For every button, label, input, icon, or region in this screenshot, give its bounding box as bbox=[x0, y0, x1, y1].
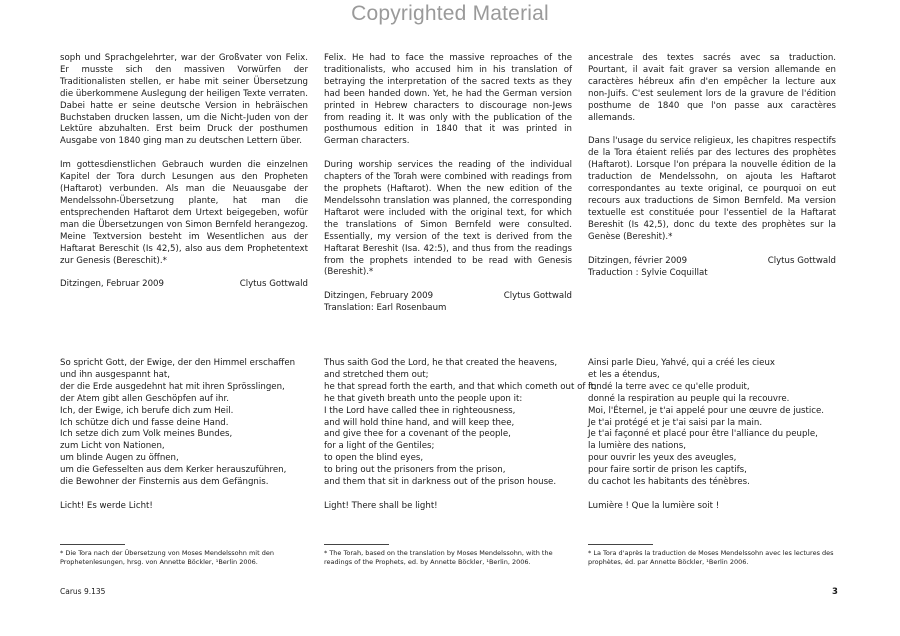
poem-line: donné la respiration au peuple qui la recouvre. bbox=[588, 393, 790, 404]
copyright-watermark: Copyrighted Material bbox=[351, 2, 549, 25]
poem-line: Ich, der Ewige, ich berufe dich zum Heil. bbox=[60, 405, 234, 416]
german-paragraph: Im gottesdienstlichen Gebrauch wurden die einzelnen Kapitel der Tora durch Lesungen aus den Propheten (Haftarot) verbunden. Als man die Neuausgabe der Mendelssohn-Übersetzung plante, hat man die entsprechenden Haftarot dem Urtext beigegeben, wofür man die Übersetzungen von Simon Bernfeld herangezog. Meine Textversion besteht im Wesentlichen aus der Haftarat Bereschit (Is 42,5), also aus dem Prophetentext zur Genesis (Bereschit).* bbox=[60, 160, 308, 266]
poem-line: Je t'ai protégé et je t'ai saisi par la main. bbox=[588, 417, 763, 428]
english-signature bbox=[324, 291, 572, 303]
english-footnote bbox=[324, 544, 572, 566]
poem-line: der Atem gibt allen Geschöpfen auf ihr. bbox=[60, 393, 229, 404]
footnote-text: * Die Tora nach der Übersetzung von Moses Mendelssohn mit den Prophetenlesungen, hrsg. von Annette Böckler, ¹Berlin 2006. bbox=[60, 549, 274, 566]
poem-line: pour ouvrir les yeux des aveugles, bbox=[588, 453, 737, 464]
poem-line: to open the blind eyes, bbox=[324, 453, 424, 464]
french-signature bbox=[588, 256, 836, 268]
poem-line: I the Lord have called thee in righteousness, bbox=[324, 405, 516, 416]
place-date: Ditzingen, February 2009 bbox=[324, 291, 434, 302]
footnote-rule bbox=[588, 544, 653, 545]
german-poem bbox=[60, 358, 308, 513]
poem-final-line: Lumière ! Que la lumière soit ! bbox=[588, 500, 720, 511]
footnote-text: * The Torah, based on the translation by Moses Mendelssohn, with the readings of the Prophets, ed. by Annette Böckler, ¹Berlin, 2006. bbox=[324, 549, 553, 566]
english-paragraph: During worship services the reading of the individual chapters of the Torah were combined with readings from the prophets (Haftarot). When the new edition of the Mendelssohn translation was planned, the corresponding Haftarot were included with the original text, for which the translations of Simon Bernfeld were consulted. Essentially, my version of the text is derived from the Haftarat Bereshit (Isa. 42:5), and thus from the readings from the prophets intended to be read with Genesis (Bereshit).* bbox=[324, 160, 572, 278]
french-paragraph: Dans l'usage du service religieux, les chapitres respectifs de la Tora étaient reliés par des lectures des prophètes (Haftarot). Lorsque l'on prépara la nouvelle édition de la traduction de Mendelssohn, on ajouta les Haftarot correspondantes au texte original, ce pourquoi on eut recours aux traductions de Simon Bernfeld. Ma version textuelle est constituée pour l'essentiel de la Haftarat Bereshit (Is 42,5), donc du texte des prophètes sur la Genèse (Bereshit).* bbox=[588, 136, 836, 242]
english-paragraph: Felix. He had to face the massive reproaches of the traditionalists, who accused him in his translation of betraying the interpretation of the sacred texts as they had been handed down. Yet, he had the German version printed in Hebrew characters to discourage non-Jews from reading it. It was only with the publication of the posthumous edition in 1840 that it was printed in German characters. bbox=[324, 53, 572, 147]
footnote-rule bbox=[324, 544, 389, 545]
poem-line: for a light of the Gentiles; bbox=[324, 441, 435, 452]
poem-final-line: Light! There shall be light! bbox=[324, 500, 438, 511]
author: Clytus Gottwald bbox=[503, 291, 572, 302]
author: Clytus Gottwald bbox=[239, 279, 308, 290]
german-intro-column bbox=[60, 53, 308, 291]
poem-final-line: Licht! Es werde Licht! bbox=[60, 500, 153, 511]
poem-line: zum Licht von Nationen, bbox=[60, 441, 165, 452]
poem-line: um blinde Augen zu öffnen, bbox=[60, 453, 179, 464]
french-paragraph: ancestrale des textes sacrés avec sa traduction. Pourtant, il avait fait graver sa version allemande en caractères hébreux afin d'en empêcher la lecture aux non-Juifs. C'est seulement lors de la gravure de l'édition posthume de 1840 que l'on passe aux caractères allemands. bbox=[588, 53, 836, 123]
place-date: Ditzingen, février 2009 bbox=[588, 255, 688, 266]
poem-line: die Bewohner der Finsternis aus dem Gefängnis. bbox=[60, 477, 269, 488]
poem-line: So spricht Gott, der Ewige, der den Himmel erschaffen bbox=[60, 358, 296, 368]
poem-line: fondé la terre avec ce qu'elle produit, bbox=[588, 381, 750, 392]
poem-line: du cachot les habitants des ténèbres. bbox=[588, 477, 750, 488]
french-intro-column bbox=[588, 53, 836, 291]
german-signature bbox=[60, 279, 308, 291]
translator-credit: Traduction : Sylvie Coquillat bbox=[588, 267, 708, 278]
poem-line: Ich schütze dich und fasse deine Hand. bbox=[60, 417, 229, 428]
poem-line: der die Erde ausgedehnt hat mit ihren Sprösslingen, bbox=[60, 381, 285, 392]
german-footnote bbox=[60, 544, 308, 566]
poem-line: et les a étendus, bbox=[588, 369, 660, 380]
german-paragraph: soph und Sprachgelehrter, war der Großvater von Felix. Er musste sich den massiven Vorwürfen der Traditionalisten stellen, er habe mit seiner Übersetzung die überkommene Auslegung der heiligen Texte verraten. Dabei hatte er seine deutsche Version in hebräischen Buchstaben drucken lassen, um die Nicht-Juden von der Lektüre abzuhalten. Erst beim Druck der posthumen Ausgabe von 1840 ging man zu deutschen Lettern über. bbox=[60, 53, 308, 147]
footnote-rule bbox=[60, 544, 125, 545]
translator-credit: Translation: Earl Rosenbaum bbox=[324, 303, 447, 314]
catalog-number: Carus 9.135 bbox=[60, 587, 106, 596]
poem-line: he that giveth breath unto the people upon it: bbox=[324, 393, 523, 404]
french-footnote bbox=[588, 544, 836, 566]
english-poem bbox=[324, 358, 597, 513]
poem-line: to bring out the prisoners from the prison, bbox=[324, 465, 506, 476]
poem-line: and will hold thine hand, and will keep thee, bbox=[324, 417, 515, 428]
poem-line: and stretched them out; bbox=[324, 369, 429, 380]
poem-line: Moi, l'Éternel, je t'ai appelé pour une œuvre de justice. bbox=[588, 405, 825, 416]
poem-line: Thus saith God the Lord, he that created the heavens, bbox=[324, 358, 558, 368]
english-intro-column bbox=[324, 53, 572, 327]
poem-line: pour faire sortir de prison les captifs, bbox=[588, 465, 747, 476]
poem-line: and give thee for a covenant of the people, bbox=[324, 429, 511, 440]
page-number: 3 bbox=[832, 587, 838, 597]
place-date: Ditzingen, Februar 2009 bbox=[60, 279, 164, 290]
poem-line: and them that sit in darkness out of the prison house. bbox=[324, 477, 557, 488]
poem-line: Ainsi parle Dieu, Yahvé, qui a créé les cieux bbox=[588, 358, 775, 368]
poem-line: la lumière des nations, bbox=[588, 441, 686, 452]
author: Clytus Gottwald bbox=[767, 255, 836, 266]
poem-line: um die Gefesselten aus dem Kerker herauszuführen, bbox=[60, 465, 287, 476]
footnote-text: * La Tora d'après la traduction de Moses Mendelssohn avec les lectures des prophètes, éd. par Annette Böckler, ¹Berlin 2006. bbox=[588, 549, 834, 566]
poem-line: Ich setze dich zum Volk meines Bundes, bbox=[60, 429, 233, 440]
poem-line: und ihn ausgespannt hat, bbox=[60, 369, 171, 380]
poem-line: he that spread forth the earth, and that which cometh out of it; bbox=[324, 381, 597, 392]
french-poem bbox=[588, 358, 836, 513]
poem-line: Je t'ai façonné et placé pour être l'alliance du peuple, bbox=[588, 429, 818, 440]
